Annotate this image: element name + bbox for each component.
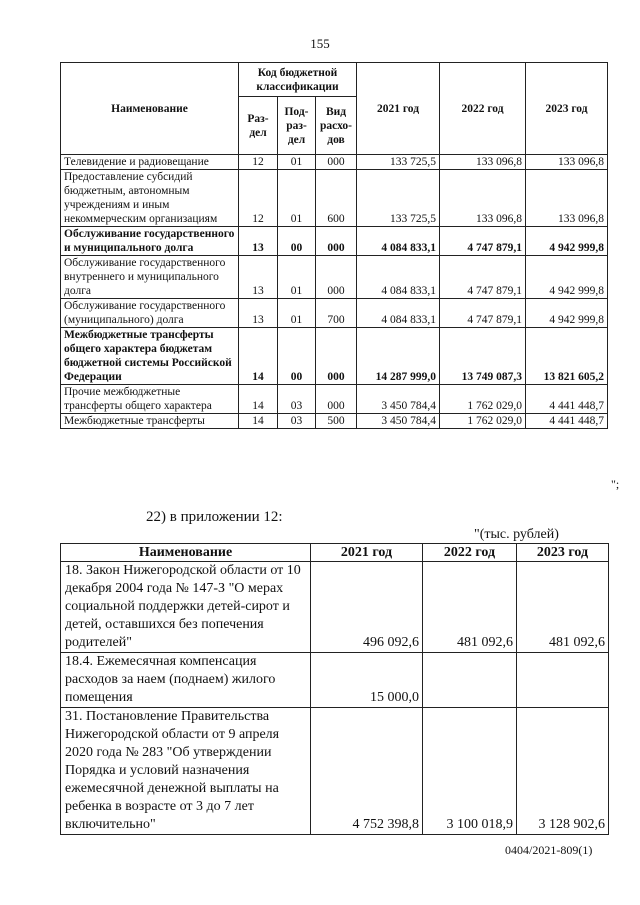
- table-row: [61, 227, 608, 256]
- row-value-2022: 4 747 879,1: [440, 256, 526, 299]
- row-value-2023: 133 096,8: [526, 170, 608, 227]
- row-vid: 000: [316, 227, 357, 256]
- table-row: [61, 328, 608, 385]
- appendix-12-table: [60, 543, 609, 835]
- header-razdel: Раз- дел: [239, 97, 278, 155]
- row-podrazdel: 01: [278, 170, 316, 227]
- expenditure-table: [60, 62, 608, 429]
- row-name: Обслуживание государственного и муниципального долга: [61, 227, 239, 256]
- table-row: [61, 385, 608, 414]
- row-vid: 500: [316, 414, 357, 429]
- header-2023: 2023 год: [526, 63, 608, 155]
- header-name: Наименование: [61, 63, 239, 155]
- table-row: [61, 299, 608, 328]
- document-code: 0404/2021-809(1): [505, 843, 593, 857]
- row-name: Межбюджетные трансферты общего характера бюджетам бюджетной системы Российской Федерации: [61, 328, 239, 385]
- table-row: [61, 155, 608, 170]
- table-row: [61, 414, 608, 429]
- row-vid: 000: [316, 155, 357, 170]
- row-value-2023: 4 942 999,8: [526, 227, 608, 256]
- row-value-2021: 3 450 784,4: [357, 385, 440, 414]
- row-name: Обслуживание государственного (муниципального) долга: [61, 299, 239, 328]
- row-razdel: 13: [239, 227, 278, 256]
- table-row: [61, 653, 609, 708]
- table-row: [61, 708, 609, 835]
- row-podrazdel: 00: [278, 227, 316, 256]
- header-code-group: Код бюджетной классификации: [239, 63, 357, 97]
- row-value-2023: 4 441 448,7: [526, 414, 608, 429]
- row-name: Телевидение и радиовещание: [61, 155, 239, 170]
- row-value-2023: 481 092,6: [517, 562, 609, 653]
- row-razdel: 14: [239, 385, 278, 414]
- row-razdel: 14: [239, 328, 278, 385]
- row-value-2022: 481 092,6: [423, 562, 517, 653]
- header-vid: Вид расхо- дов: [316, 97, 357, 155]
- row-podrazdel: 01: [278, 299, 316, 328]
- row-value-2023: 13 821 605,2: [526, 328, 608, 385]
- header-podrazdel: Под- раз- дел: [278, 97, 316, 155]
- row-value-2023: 4 942 999,8: [526, 299, 608, 328]
- row-name: Обслуживание государственного внутреннего и муниципального долга: [61, 256, 239, 299]
- row-name: 18.4. Ежемесячная компенсация расходов за наем (поднаем) жилого помещения: [61, 653, 311, 708]
- row-value-2023: 4 942 999,8: [526, 256, 608, 299]
- closing-quote-mark: ";: [611, 477, 620, 491]
- row-value-2021: 14 287 999,0: [357, 328, 440, 385]
- row-vid: 000: [316, 328, 357, 385]
- row-name: 31. Постановление Правительства Нижегородской области от 9 апреля 2020 года № 283 "Об утверждении Порядка и условий назначения ежемесячной денежной выплаты на ребенка в возрасте от 3 до 7 лет включительно": [61, 708, 311, 835]
- row-value-2022: 4 747 879,1: [440, 227, 526, 256]
- header-2021: 2021 год: [311, 544, 423, 562]
- row-vid: 600: [316, 170, 357, 227]
- row-podrazdel: 01: [278, 155, 316, 170]
- header-2022: 2022 год: [440, 63, 526, 155]
- row-value-2022: 1 762 029,0: [440, 385, 526, 414]
- row-name: Прочие межбюджетные трансферты общего характера: [61, 385, 239, 414]
- header-name: Наименование: [61, 544, 311, 562]
- header-2022: 2022 год: [423, 544, 517, 562]
- row-value-2021: 4 084 833,1: [357, 256, 440, 299]
- row-razdel: 14: [239, 414, 278, 429]
- row-value-2021: 133 725,5: [357, 170, 440, 227]
- row-vid: 000: [316, 385, 357, 414]
- row-razdel: 13: [239, 299, 278, 328]
- row-vid: 700: [316, 299, 357, 328]
- row-value-2023: 3 128 902,6: [517, 708, 609, 835]
- row-value-2021: 4 084 833,1: [357, 299, 440, 328]
- table-row: [61, 256, 608, 299]
- row-value-2021: 496 092,6: [311, 562, 423, 653]
- row-value-2022: 13 749 087,3: [440, 328, 526, 385]
- row-podrazdel: 01: [278, 256, 316, 299]
- row-podrazdel: 03: [278, 414, 316, 429]
- header-2021: 2021 год: [357, 63, 440, 155]
- row-value-2023: 4 441 448,7: [526, 385, 608, 414]
- table-row: [61, 562, 609, 653]
- row-razdel: 13: [239, 256, 278, 299]
- row-value-2021: 133 725,5: [357, 155, 440, 170]
- row-value-2021: 15 000,0: [311, 653, 423, 708]
- row-value-2022: 3 100 018,9: [423, 708, 517, 835]
- row-podrazdel: 00: [278, 328, 316, 385]
- row-razdel: 12: [239, 170, 278, 227]
- row-value-2022: 1 762 029,0: [440, 414, 526, 429]
- table-row: [61, 170, 608, 227]
- units-label: "(тыс. рублей): [474, 527, 559, 542]
- row-value-2023: 133 096,8: [526, 155, 608, 170]
- row-value-2022: [423, 653, 517, 708]
- row-vid: 000: [316, 256, 357, 299]
- row-name: Межбюджетные трансферты: [61, 414, 239, 429]
- row-value-2023: [517, 653, 609, 708]
- row-value-2022: 133 096,8: [440, 155, 526, 170]
- row-name: 18. Закон Нижегородской области от 10 декабря 2004 года № 147-З "О мерах социальной поддержки детей-сирот и детей, оставшихся без попечения родителей": [61, 562, 311, 653]
- row-value-2021: 3 450 784,4: [357, 414, 440, 429]
- row-value-2021: 4 084 833,1: [357, 227, 440, 256]
- row-value-2022: 133 096,8: [440, 170, 526, 227]
- header-2023: 2023 год: [517, 544, 609, 562]
- row-value-2022: 4 747 879,1: [440, 299, 526, 328]
- page-number: 155: [310, 36, 330, 51]
- row-name: Предоставление субсидий бюджетным, автономным учреждениям и иным некоммерческим организациям: [61, 170, 239, 227]
- row-podrazdel: 03: [278, 385, 316, 414]
- row-value-2021: 4 752 398,8: [311, 708, 423, 835]
- row-razdel: 12: [239, 155, 278, 170]
- paragraph-text: 22) в приложении 12:: [146, 509, 283, 525]
